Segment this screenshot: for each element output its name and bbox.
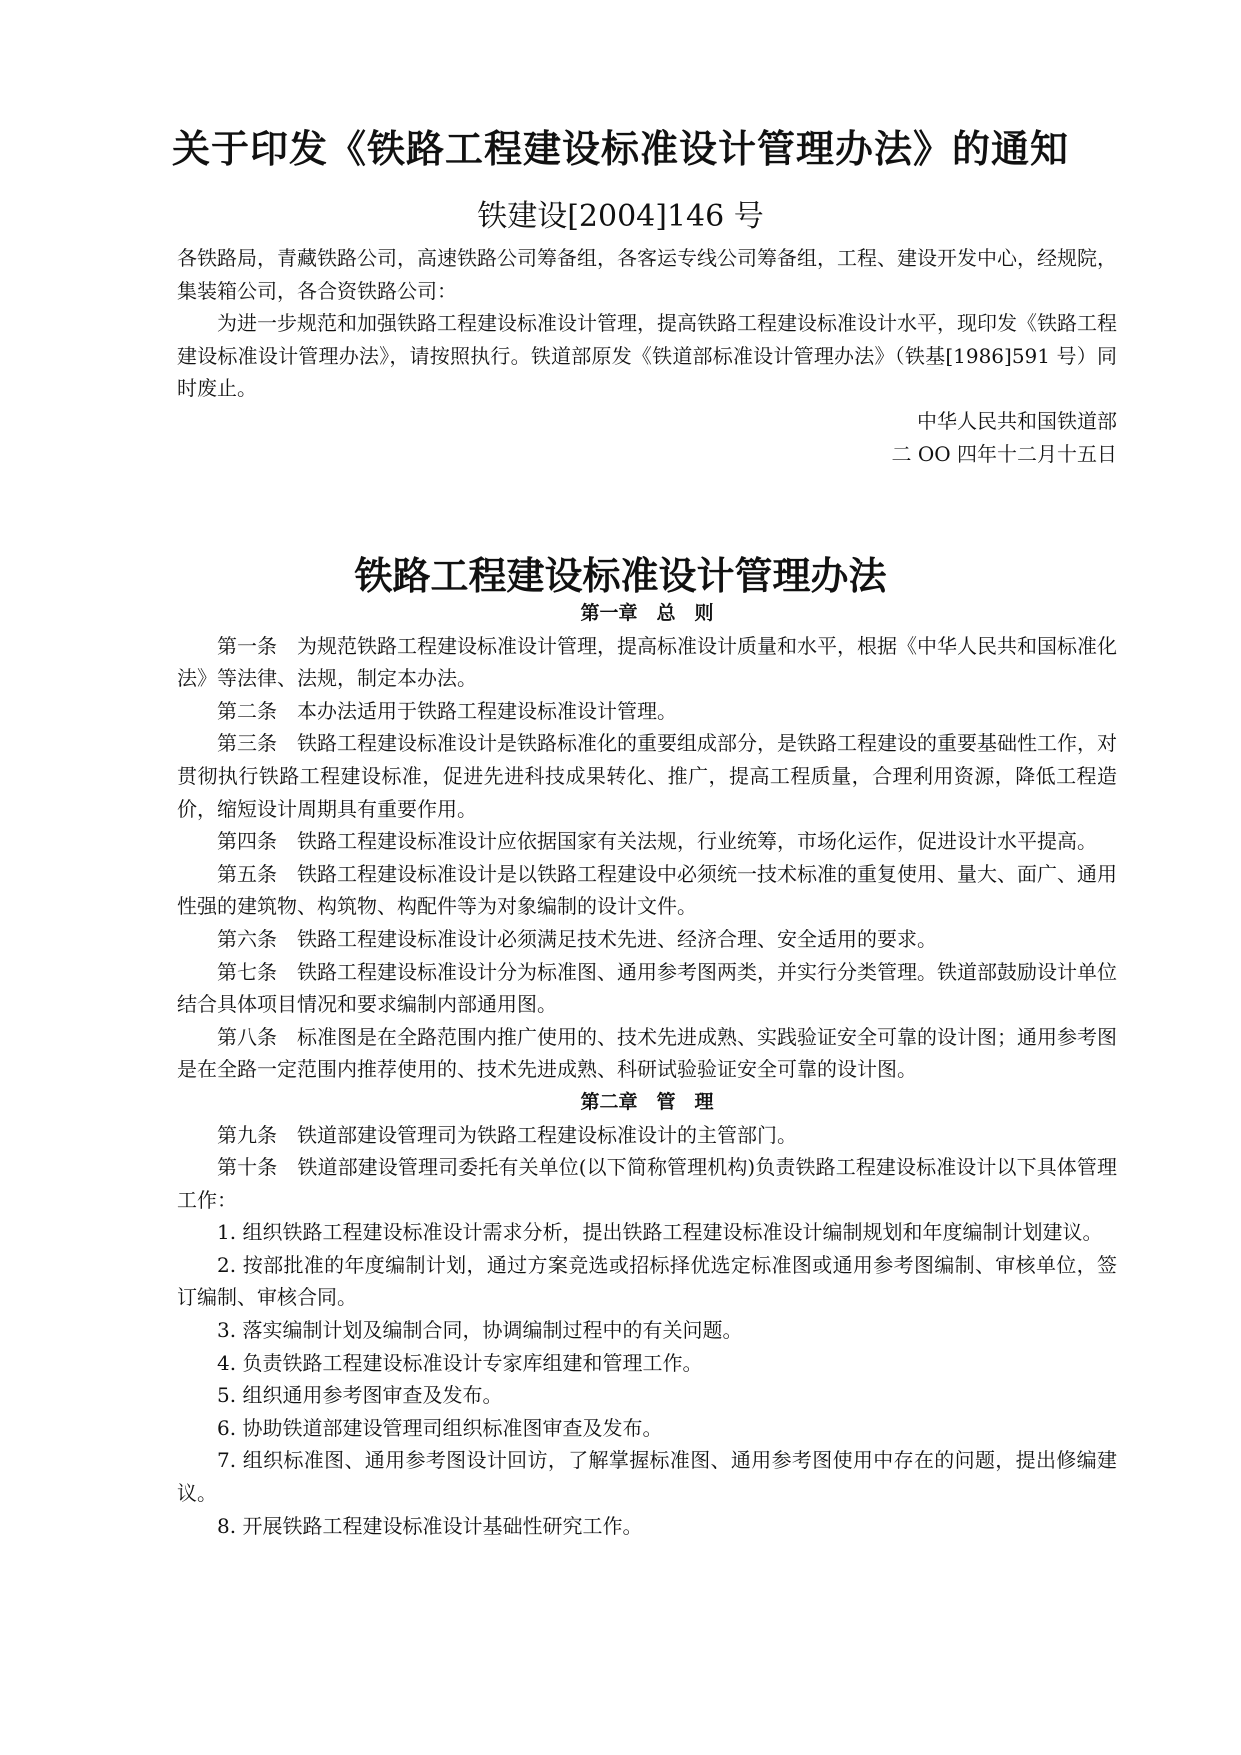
document-number: 铁建设[2004]146 号: [477, 199, 764, 234]
chapter-heading: 第一章 总 则: [580, 602, 714, 624]
article-paragraph: 第二条 本办法适用于铁路工程建设标准设计管理。: [217, 698, 677, 723]
list-item: 6. 协助铁道部建设管理司组织标准图审查及发布。: [217, 1415, 663, 1440]
notice-title: 关于印发《铁路工程建设标准设计管理办法》的通知: [171, 126, 1069, 171]
issuer-signature: 中华人民共和国铁道部: [917, 408, 1117, 433]
notice-paragraph: 为进一步规范和加强铁路工程建设标准设计管理，提高铁路工程建设标准设计水平，现印发《铁路工程建设标准设计管理办法》，请按照执行。铁道部原发《铁道部标准设计管理办法》（铁基[1986]591 号）同时废止。: [177, 311, 1117, 401]
recipients-paragraph: 各铁路局，青藏铁路公司，高速铁路公司筹备组，各客运专线公司筹备组，工程、建设开发中心，经规院，集装箱公司，各合资铁路公司：: [177, 246, 1117, 303]
regulation-body: [177, 597, 1117, 1542]
regulation-title: 铁路工程建设标准设计管理办法: [354, 553, 887, 598]
list-item: 5. 组织通用参考图审查及发布。: [217, 1383, 503, 1408]
article-paragraph: 第九条 铁道部建设管理司为铁路工程建设标准设计的主管部门。: [217, 1122, 797, 1147]
list-item: 2. 按部批准的年度编制计划，通过方案竞选或招标择优选定标准图或通用参考图编制、审核单位，签订编制、审核合同。: [177, 1252, 1117, 1310]
list-item: 1. 组织铁路工程建设标准设计需求分析，提出铁路工程建设标准设计编制规划和年度编制计划建议。: [217, 1220, 1103, 1245]
article-paragraph: 第五条 铁路工程建设标准设计是以铁路工程建设中必须统一技术标准的重复使用、量大、面广、通用性强的建筑物、构筑物、构配件等为对象编制的设计文件。: [177, 861, 1117, 919]
article-paragraph: 第七条 铁路工程建设标准设计分为标准图、通用参考图两类，并实行分类管理。铁道部鼓励设计单位结合具体项目情况和要求编制内部通用图。: [177, 959, 1117, 1017]
issue-date: 二 OO 四年十二月十五日: [891, 441, 1117, 466]
list-item: 7. 组织标准图、通用参考图设计回访，了解掌握标准图、通用参考图使用中存在的问题，提出修编建议。: [177, 1448, 1117, 1506]
article-paragraph: 第三条 铁路工程建设标准设计是铁路标准化的重要组成部分，是铁路工程建设的重要基础性工作，对贯彻执行铁路工程建设标准，促进先进科技成果转化、推广，提高工程质量，合理利用资源，降低工程造价，缩短设计周期具有重要作用。: [177, 731, 1117, 821]
list-item: 8. 开展铁路工程建设标准设计基础性研究工作。: [217, 1513, 643, 1538]
list-item: 4. 负责铁路工程建设标准设计专家库组建和管理工作。: [217, 1350, 703, 1375]
article-paragraph: 第十条 铁道部建设管理司委托有关单位(以下简称管理机构)负责铁路工程建设标准设计以下具体管理工作：: [177, 1155, 1117, 1212]
article-paragraph: 第一条 为规范铁路工程建设标准设计管理，提高标准设计质量和水平，根据《中华人民共和国标准化法》等法律、法规，制定本办法。: [177, 633, 1117, 691]
article-paragraph: 第六条 铁路工程建设标准设计必须满足技术先进、经济合理、安全适用的要求。: [217, 926, 937, 951]
article-paragraph: 第四条 铁路工程建设标准设计应依据国家有关法规，行业统筹，市场化运作，促进设计水平提高。: [217, 829, 1097, 854]
list-item: 3. 落实编制计划及编制合同，协调编制过程中的有关问题。: [217, 1318, 743, 1343]
article-paragraph: 第八条 标准图是在全路范围内推广使用的、技术先进成熟、实践验证安全可靠的设计图；通用参考图是在全路一定范围内推荐使用的、技术先进成熟、科研试验验证安全可靠的设计图。: [177, 1024, 1117, 1082]
chapter-heading: 第二章 管 理: [580, 1090, 714, 1113]
notice-body: [177, 242, 1117, 470]
